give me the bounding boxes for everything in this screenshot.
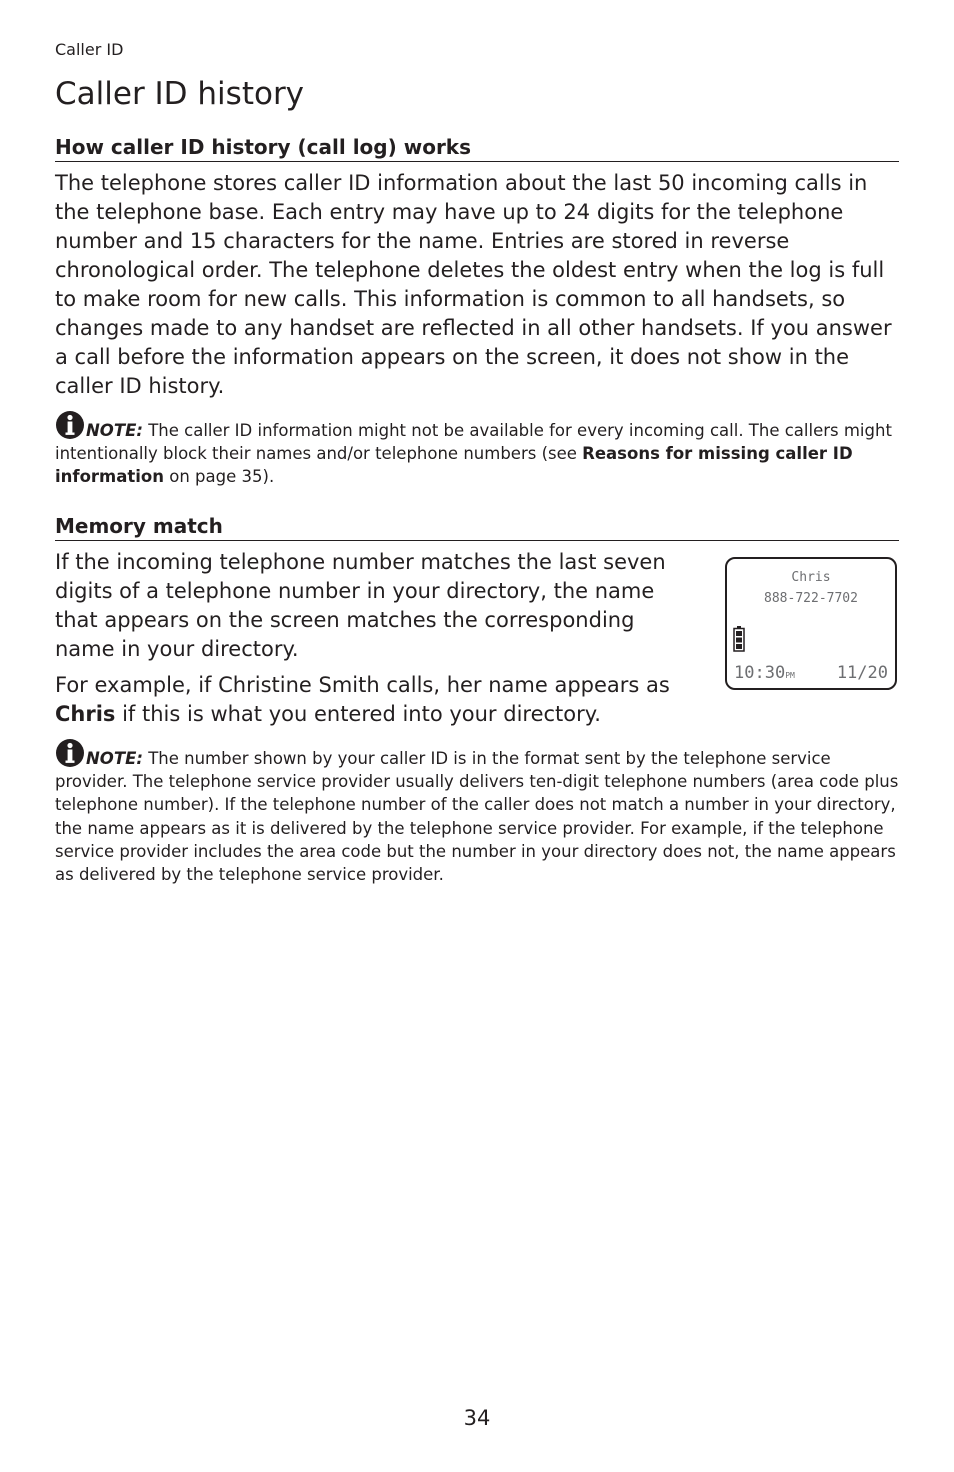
note-label: NOTE:: [86, 749, 143, 768]
page-number: 34: [463, 1406, 491, 1430]
example-name: Chris: [55, 702, 116, 726]
cross-reference: Reasons for missing caller ID information: [55, 444, 853, 487]
display-date: 11/20: [836, 663, 888, 683]
example-text: For example, if Christine Smith calls, her name appears as: [55, 673, 670, 697]
note-text-end: on page 35).: [164, 467, 275, 487]
info-icon: [55, 410, 85, 440]
section-heading-memory-match: Memory match: [55, 514, 899, 541]
note-label: NOTE:: [86, 421, 143, 440]
example-text-end: if this is what you entered into your directory.: [115, 702, 601, 726]
running-header: Caller ID: [55, 40, 124, 59]
memory-match-example: [55, 671, 695, 729]
handset-display: [725, 557, 897, 690]
note-memory-match: [55, 738, 903, 886]
display-time-value: 10:30: [734, 663, 786, 683]
note-text: The number shown by your caller ID is in the format sent by the telephone service provider. The telephone service provider usually delivers ten-digit telephone numbers (area code plus telephone number). If the telephone number of the caller does not match a number in your directory, the name appears as it is delivered by the telephone service provider. For example, if the telephone service provider includes the area code but the number in your directory does not, the name appears as delivered by the telephone service provider.: [55, 749, 899, 885]
note-text: The caller ID information might not be available for every incoming call. The callers might intentionally block their names and/or telephone numbers (see: [55, 421, 892, 464]
page-title: Caller ID history: [55, 76, 305, 112]
memory-match-paragraph: If the incoming telephone number matches the last seven digits of a telephone number in your directory, the name that appears on the screen matches the corresponding name in your directory.: [55, 550, 666, 661]
display-caller-name: Chris: [791, 570, 831, 585]
section-heading-call-log: How caller ID history (call log) works: [55, 135, 899, 162]
call-log-paragraph: The telephone stores caller ID information about the last 50 incoming calls in the telephone base. Each entry may have up to 24 digits for the telephone number and 15 characters for the name. Entries are stored in reverse chronological order. The telephone deletes the oldest entry when the log is full to make room for new calls. This information is common to all handsets, so changes made to any handset are reflected in all other handsets. If you answer a call before the information appears on the screen, it does not show in the caller ID history.: [55, 171, 892, 398]
display-caller-number: 888-722-7702: [764, 591, 858, 606]
display-ampm: PM: [785, 671, 795, 680]
battery-icon: [733, 626, 745, 652]
info-icon: [55, 738, 85, 768]
display-time: [734, 663, 795, 683]
note-call-log: [55, 410, 901, 489]
